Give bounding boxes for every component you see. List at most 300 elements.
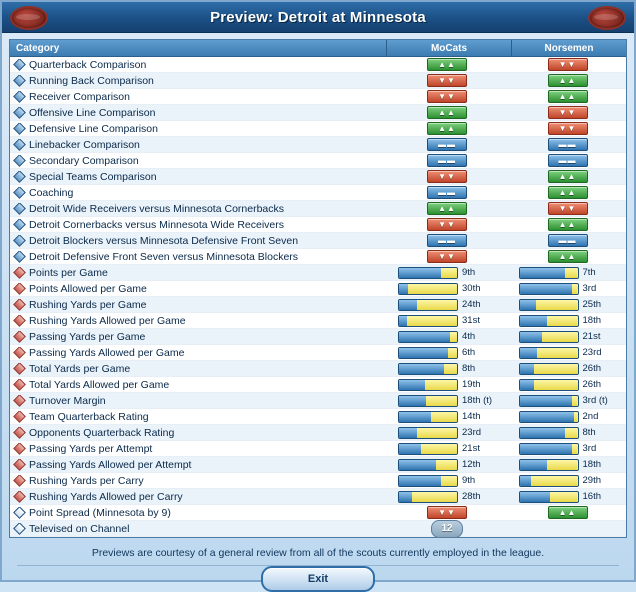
- rank-bar: [398, 347, 458, 359]
- row-category-label: Opponents Quarterback Rating: [29, 426, 175, 439]
- comparison-chip: [427, 154, 467, 167]
- table-row[interactable]: [10, 505, 626, 521]
- row-team2-cell: [509, 443, 626, 455]
- table-row[interactable]: [10, 265, 626, 281]
- row-category-cell: [10, 315, 385, 327]
- rank-stat: [398, 267, 496, 279]
- rank-bar-remainder: [574, 412, 577, 422]
- rank-bar-fill: [520, 348, 538, 358]
- row-team2-cell: [509, 250, 626, 263]
- comparison-chip: [427, 122, 467, 135]
- row-category-label: Receiver Comparison: [29, 90, 130, 103]
- rank-stat: [398, 475, 496, 487]
- comparison-arrow-icon: ▼▼: [558, 60, 577, 69]
- comparison-chip: [548, 122, 588, 135]
- row-category-label: Rushing Yards per Carry: [29, 474, 144, 487]
- rank-bar: [519, 283, 579, 295]
- row-team1-cell: [385, 106, 509, 119]
- rank-bar-remainder: [537, 348, 577, 358]
- rank-bar: [519, 395, 579, 407]
- rank-stat: [519, 411, 617, 423]
- row-team2-cell: [509, 459, 626, 471]
- comparison-chip: [548, 154, 588, 167]
- table-row[interactable]: [10, 249, 626, 265]
- table-row[interactable]: [10, 473, 626, 489]
- table-row[interactable]: [10, 425, 626, 441]
- table-row[interactable]: [10, 89, 626, 105]
- rank-label: 8th: [582, 427, 596, 438]
- comparison-arrow-icon: ▬▬: [438, 188, 456, 197]
- column-header-team1[interactable]: MoCats: [387, 40, 512, 56]
- comparison-arrow-icon: ▬▬: [558, 236, 577, 245]
- row-category-label: Special Teams Comparison: [29, 170, 157, 183]
- rank-label: 26th: [582, 363, 601, 374]
- rank-stat: [519, 427, 617, 439]
- comparison-arrow-icon: ▲▲: [558, 92, 577, 101]
- rank-label: 28th: [462, 491, 481, 502]
- row-team1-cell: [385, 90, 509, 103]
- rank-stat: [398, 347, 496, 359]
- row-category-label: Total Yards Allowed per Game: [29, 378, 170, 391]
- row-team1-cell: [385, 218, 509, 231]
- diamond-bullet-icon: [13, 427, 26, 439]
- comparison-arrow-icon: ▬▬: [438, 140, 456, 149]
- rank-label: 29th: [582, 475, 601, 486]
- row-team2-cell: [509, 106, 626, 119]
- comparison-arrow-icon: ▼▼: [558, 124, 577, 133]
- rank-label: 18th: [582, 315, 601, 326]
- diamond-bullet-icon: [13, 91, 26, 103]
- rank-bar-remainder: [441, 476, 457, 486]
- comparison-chip: [427, 234, 467, 247]
- row-team2-cell: [509, 283, 626, 295]
- comparison-chip: [548, 186, 588, 199]
- rank-bar: [398, 299, 458, 311]
- diamond-bullet-icon: [13, 507, 26, 519]
- table-row[interactable]: [10, 313, 626, 329]
- row-category-cell: [10, 75, 385, 87]
- rank-bar-fill: [520, 380, 535, 390]
- rank-bar-fill: [399, 428, 417, 438]
- row-category-cell: [10, 395, 385, 407]
- row-category-cell: [10, 139, 385, 151]
- row-category-label: Total Yards per Game: [29, 362, 131, 375]
- table-row[interactable]: [10, 441, 626, 457]
- row-team2-cell: [509, 363, 626, 375]
- row-team1-cell: [385, 250, 509, 263]
- rank-bar: [519, 491, 579, 503]
- comparison-chip: [427, 186, 467, 199]
- row-team1-cell: [385, 331, 509, 343]
- row-team1-cell: [385, 395, 509, 407]
- row-team1-cell: [385, 506, 509, 519]
- rank-bar-remainder: [441, 268, 457, 278]
- row-category-label: Points Allowed per Game: [29, 282, 147, 295]
- rank-bar: [519, 379, 579, 391]
- rank-label: 23rd: [582, 347, 602, 358]
- column-header-category[interactable]: Category: [10, 40, 387, 56]
- rank-bar-fill: [520, 364, 535, 374]
- rank-stat: [519, 267, 617, 279]
- row-category-label: Televised on Channel: [29, 522, 130, 535]
- rank-bar-remainder: [547, 316, 578, 326]
- rank-bar-remainder: [534, 364, 578, 374]
- comparison-chip: [427, 74, 467, 87]
- rank-stat: [398, 459, 496, 471]
- row-category-cell: [10, 235, 385, 247]
- diamond-bullet-icon: [13, 187, 26, 199]
- rank-stat: [519, 299, 617, 311]
- rank-bar: [519, 267, 579, 279]
- footer-note: Previews are courtesy of a general review from all of the scouts currently employed in the league.: [91, 547, 545, 559]
- table-row[interactable]: [10, 73, 626, 89]
- rank-bar: [398, 491, 458, 503]
- row-team2-cell: [509, 331, 626, 343]
- rank-stat: [519, 315, 617, 327]
- rank-bar-fill: [399, 444, 421, 454]
- row-team2-cell: [509, 491, 626, 503]
- row-team1-cell: [385, 138, 509, 151]
- rank-stat: [398, 427, 496, 439]
- diamond-bullet-icon: [13, 395, 26, 407]
- comparison-arrow-icon: ▲▲: [558, 252, 577, 261]
- comparison-chip: [548, 234, 588, 247]
- rank-bar: [519, 347, 579, 359]
- row-team1-cell: [385, 74, 509, 87]
- rank-bar: [398, 379, 458, 391]
- rank-bar-remainder: [448, 348, 457, 358]
- row-category-cell: [10, 155, 385, 167]
- diamond-bullet-icon: [13, 443, 26, 455]
- row-category-cell: [10, 107, 385, 119]
- rank-bar-remainder: [572, 396, 577, 406]
- team-logo-icon-left: [10, 6, 48, 30]
- rank-label: 9th: [462, 475, 476, 486]
- table-row[interactable]: [10, 377, 626, 393]
- rank-label: 30th: [462, 283, 481, 294]
- rank-label: 19th: [462, 379, 481, 390]
- comparison-chip: [548, 106, 588, 119]
- rank-bar-fill: [399, 284, 408, 294]
- table-row[interactable]: [10, 521, 626, 537]
- table-row[interactable]: [10, 489, 626, 505]
- comparison-arrow-icon: ▲▲: [438, 108, 456, 117]
- row-category-label: Passing Yards per Attempt: [29, 442, 153, 455]
- comparison-chip: [548, 138, 588, 151]
- diamond-bullet-icon: [13, 267, 26, 279]
- row-team1-cell: [385, 186, 509, 199]
- rank-stat: [519, 443, 617, 455]
- table-row[interactable]: [10, 169, 626, 185]
- table-row[interactable]: [10, 217, 626, 233]
- rank-bar-fill: [399, 316, 407, 326]
- row-team2-cell: [509, 58, 626, 71]
- row-team2-cell: [509, 267, 626, 279]
- table-row[interactable]: [10, 121, 626, 137]
- rank-label: 31st: [462, 315, 480, 326]
- rank-bar-fill: [520, 412, 575, 422]
- comparison-arrow-icon: ▼▼: [438, 76, 456, 85]
- row-category-cell: [10, 283, 385, 295]
- row-category-label: Quarterback Comparison: [29, 58, 147, 71]
- table-row[interactable]: [10, 329, 626, 345]
- content-area: [2, 33, 634, 592]
- rank-bar-fill: [520, 300, 536, 310]
- row-team1-cell: [385, 267, 509, 279]
- table-row[interactable]: [10, 409, 626, 425]
- rank-label: 18th: [582, 459, 601, 470]
- row-team2-cell: [509, 218, 626, 231]
- rank-bar: [398, 315, 458, 327]
- rank-stat: [398, 331, 496, 343]
- rank-bar-remainder: [431, 412, 457, 422]
- diamond-bullet-icon: [13, 411, 26, 423]
- row-team2-cell: [509, 411, 626, 423]
- row-category-cell: [10, 459, 385, 471]
- rank-label: 12th: [462, 459, 481, 470]
- row-team2-cell: [509, 299, 626, 311]
- rank-label: 3rd: [582, 283, 597, 294]
- rank-bar: [519, 411, 579, 423]
- row-team1-cell: [385, 58, 509, 71]
- diamond-bullet-icon: [13, 219, 26, 231]
- rank-stat: [398, 443, 496, 455]
- row-team1-cell: [385, 491, 509, 503]
- row-category-label: Running Back Comparison: [29, 74, 154, 87]
- comparison-arrow-icon: ▼▼: [558, 108, 577, 117]
- rank-label: 7th: [582, 267, 596, 278]
- row-category-label: Detroit Defensive Front Seven versus Minnesota Blockers: [29, 250, 299, 263]
- row-category-label: Coaching: [29, 186, 74, 199]
- row-category-cell: [10, 299, 385, 311]
- row-team2-cell: [509, 122, 626, 135]
- diamond-bullet-icon: [13, 139, 26, 151]
- row-category-cell: [10, 475, 385, 487]
- rank-bar: [519, 315, 579, 327]
- table-row[interactable]: [10, 297, 626, 313]
- rank-bar-fill: [399, 332, 450, 342]
- row-team2-cell: [509, 138, 626, 151]
- comparison-chip: [427, 58, 467, 71]
- row-team2-cell: [509, 186, 626, 199]
- row-team2-cell: [509, 74, 626, 87]
- row-category-label: Rushing Yards Allowed per Game: [29, 314, 186, 327]
- rank-label: 21st: [582, 331, 601, 342]
- comparison-arrow-icon: ▼▼: [438, 508, 456, 517]
- diamond-bullet-icon: [13, 379, 26, 391]
- row-category-label: Secondary Comparison: [29, 154, 139, 167]
- comparison-arrow-icon: ▼▼: [438, 92, 456, 101]
- table-row[interactable]: [10, 281, 626, 297]
- comparison-arrow-icon: ▬▬: [558, 140, 577, 149]
- diamond-bullet-icon: [13, 299, 26, 311]
- diamond-bullet-icon: [13, 75, 26, 87]
- row-category-label: Detroit Cornerbacks versus Minnesota Wide Receivers: [29, 218, 285, 231]
- rank-label: 3rd (t): [582, 395, 608, 406]
- rank-stat: [519, 475, 617, 487]
- row-team1-cell: [385, 122, 509, 135]
- rank-bar-fill: [520, 444, 573, 454]
- row-team2-cell: [509, 395, 626, 407]
- diamond-bullet-icon: [13, 251, 26, 263]
- rank-bar-fill: [399, 348, 448, 358]
- rank-bar-fill: [399, 460, 436, 470]
- rank-bar-fill: [399, 492, 412, 502]
- rank-bar-fill: [520, 460, 547, 470]
- table-row[interactable]: [10, 345, 626, 361]
- row-category-cell: [10, 91, 385, 103]
- table-row[interactable]: [10, 105, 626, 121]
- rank-label: 6th: [462, 347, 476, 358]
- diamond-bullet-icon: [13, 459, 26, 471]
- team-logo-icon-right: [588, 6, 626, 30]
- rank-bar-remainder: [436, 460, 457, 470]
- comparison-arrow-icon: ▼▼: [438, 252, 456, 261]
- page-title: Preview: Detroit at Minnesota: [210, 8, 426, 26]
- comparison-arrow-icon: ▲▲: [558, 76, 577, 85]
- rank-bar-remainder: [536, 300, 578, 310]
- row-team1-cell: [385, 283, 509, 295]
- diamond-bullet-icon: [13, 171, 26, 183]
- rank-bar-remainder: [572, 444, 577, 454]
- row-team2-cell: [509, 347, 626, 359]
- rank-stat: [519, 491, 617, 503]
- rank-label: 9th: [462, 267, 476, 278]
- diamond-bullet-icon: [13, 363, 26, 375]
- row-team1-cell: [385, 475, 509, 487]
- rank-label: 23rd: [462, 427, 482, 438]
- row-category-cell: [10, 251, 385, 263]
- rank-bar-remainder: [550, 492, 577, 502]
- diamond-bullet-icon: [13, 235, 26, 247]
- table-row[interactable]: [10, 137, 626, 153]
- rank-bar-fill: [399, 364, 444, 374]
- row-team2-cell: [509, 315, 626, 327]
- comparison-arrow-icon: ▬▬: [438, 156, 456, 165]
- rank-bar: [398, 443, 458, 455]
- diamond-bullet-icon: [13, 347, 26, 359]
- comparison-chip: [427, 202, 467, 215]
- comparison-chip: [548, 506, 588, 519]
- comparison-chip: [427, 90, 467, 103]
- row-team1-cell: [385, 170, 509, 183]
- comparison-arrow-icon: ▲▲: [558, 172, 577, 181]
- rank-label: 18th (t): [462, 395, 493, 406]
- exit-button[interactable]: Exit: [261, 566, 375, 592]
- row-category-label: Linebacker Comparison: [29, 138, 140, 151]
- table-row[interactable]: [10, 361, 626, 377]
- diamond-bullet-icon: [13, 283, 26, 295]
- rank-bar-remainder: [412, 492, 457, 502]
- rank-bar-remainder: [407, 316, 457, 326]
- title-bar: [2, 2, 634, 33]
- table-row[interactable]: [10, 457, 626, 473]
- rank-bar-fill: [520, 428, 565, 438]
- row-category-label: Passing Yards Allowed per Attempt: [29, 458, 192, 471]
- row-team2-cell: [509, 90, 626, 103]
- row-team1-cell: [385, 520, 509, 538]
- rank-bar-remainder: [542, 332, 578, 342]
- rank-bar-fill: [520, 476, 531, 486]
- table-row[interactable]: [10, 185, 626, 201]
- rank-stat: [519, 283, 617, 295]
- row-category-cell: [10, 523, 385, 535]
- table-row[interactable]: [10, 201, 626, 217]
- row-team1-cell: [385, 234, 509, 247]
- diamond-bullet-icon: [13, 107, 26, 119]
- rank-bar: [519, 459, 579, 471]
- rank-bar: [519, 427, 579, 439]
- diamond-bullet-icon: [13, 155, 26, 167]
- row-category-label: Rushing Yards per Game: [29, 298, 147, 311]
- row-category-cell: [10, 123, 385, 135]
- rank-bar: [398, 331, 458, 343]
- rank-label: 2nd: [582, 411, 599, 422]
- column-header-team2[interactable]: Norsemen: [544, 42, 594, 54]
- table-row[interactable]: [10, 233, 626, 249]
- table-row[interactable]: [10, 393, 626, 409]
- rank-bar: [398, 427, 458, 439]
- comparison-chip: [548, 218, 588, 231]
- rank-bar-remainder: [421, 444, 457, 454]
- row-category-label: Offensive Line Comparison: [29, 106, 156, 119]
- rank-stat: [519, 459, 617, 471]
- row-team1-cell: [385, 363, 509, 375]
- rank-stat: [398, 379, 496, 391]
- rank-bar-remainder: [408, 284, 457, 294]
- rank-label: 24th: [462, 299, 481, 310]
- rank-bar-remainder: [425, 380, 457, 390]
- row-category-cell: [10, 331, 385, 343]
- rank-bar-fill: [520, 332, 542, 342]
- rank-stat: [398, 299, 496, 311]
- comparison-arrow-icon: ▼▼: [558, 204, 577, 213]
- table-row[interactable]: [10, 57, 626, 73]
- rank-bar-fill: [520, 396, 573, 406]
- row-category-label: Point Spread (Minnesota by 9): [29, 506, 171, 519]
- rank-label: 25th: [582, 299, 601, 310]
- row-category-label: Detroit Wide Receivers versus Minnesota Cornerbacks: [29, 202, 285, 215]
- rank-stat: [519, 331, 617, 343]
- rank-bar-remainder: [565, 428, 578, 438]
- row-category-cell: [10, 219, 385, 231]
- row-category-cell: [10, 491, 385, 503]
- rank-bar-fill: [520, 268, 565, 278]
- rank-stat: [398, 411, 496, 423]
- rank-bar-remainder: [444, 364, 457, 374]
- diamond-bullet-icon: [13, 59, 26, 71]
- comparison-arrow-icon: ▬▬: [438, 236, 456, 245]
- rank-label: 4th: [462, 331, 476, 342]
- row-category-cell: [10, 187, 385, 199]
- rank-bar-remainder: [547, 460, 578, 470]
- row-category-label: Turnover Margin: [29, 394, 106, 407]
- row-category-cell: [10, 363, 385, 375]
- comparison-chip: [427, 250, 467, 263]
- row-category-cell: [10, 379, 385, 391]
- comparison-chip: [548, 202, 588, 215]
- rank-bar-remainder: [450, 332, 457, 342]
- rank-label: 3rd: [582, 443, 597, 454]
- row-team1-cell: [385, 202, 509, 215]
- rank-bar-fill: [520, 316, 547, 326]
- rank-bar-remainder: [417, 300, 457, 310]
- row-category-cell: [10, 267, 385, 279]
- rank-stat: [398, 315, 496, 327]
- row-team1-cell: [385, 315, 509, 327]
- rank-label: 26th: [582, 379, 601, 390]
- table-row[interactable]: [10, 153, 626, 169]
